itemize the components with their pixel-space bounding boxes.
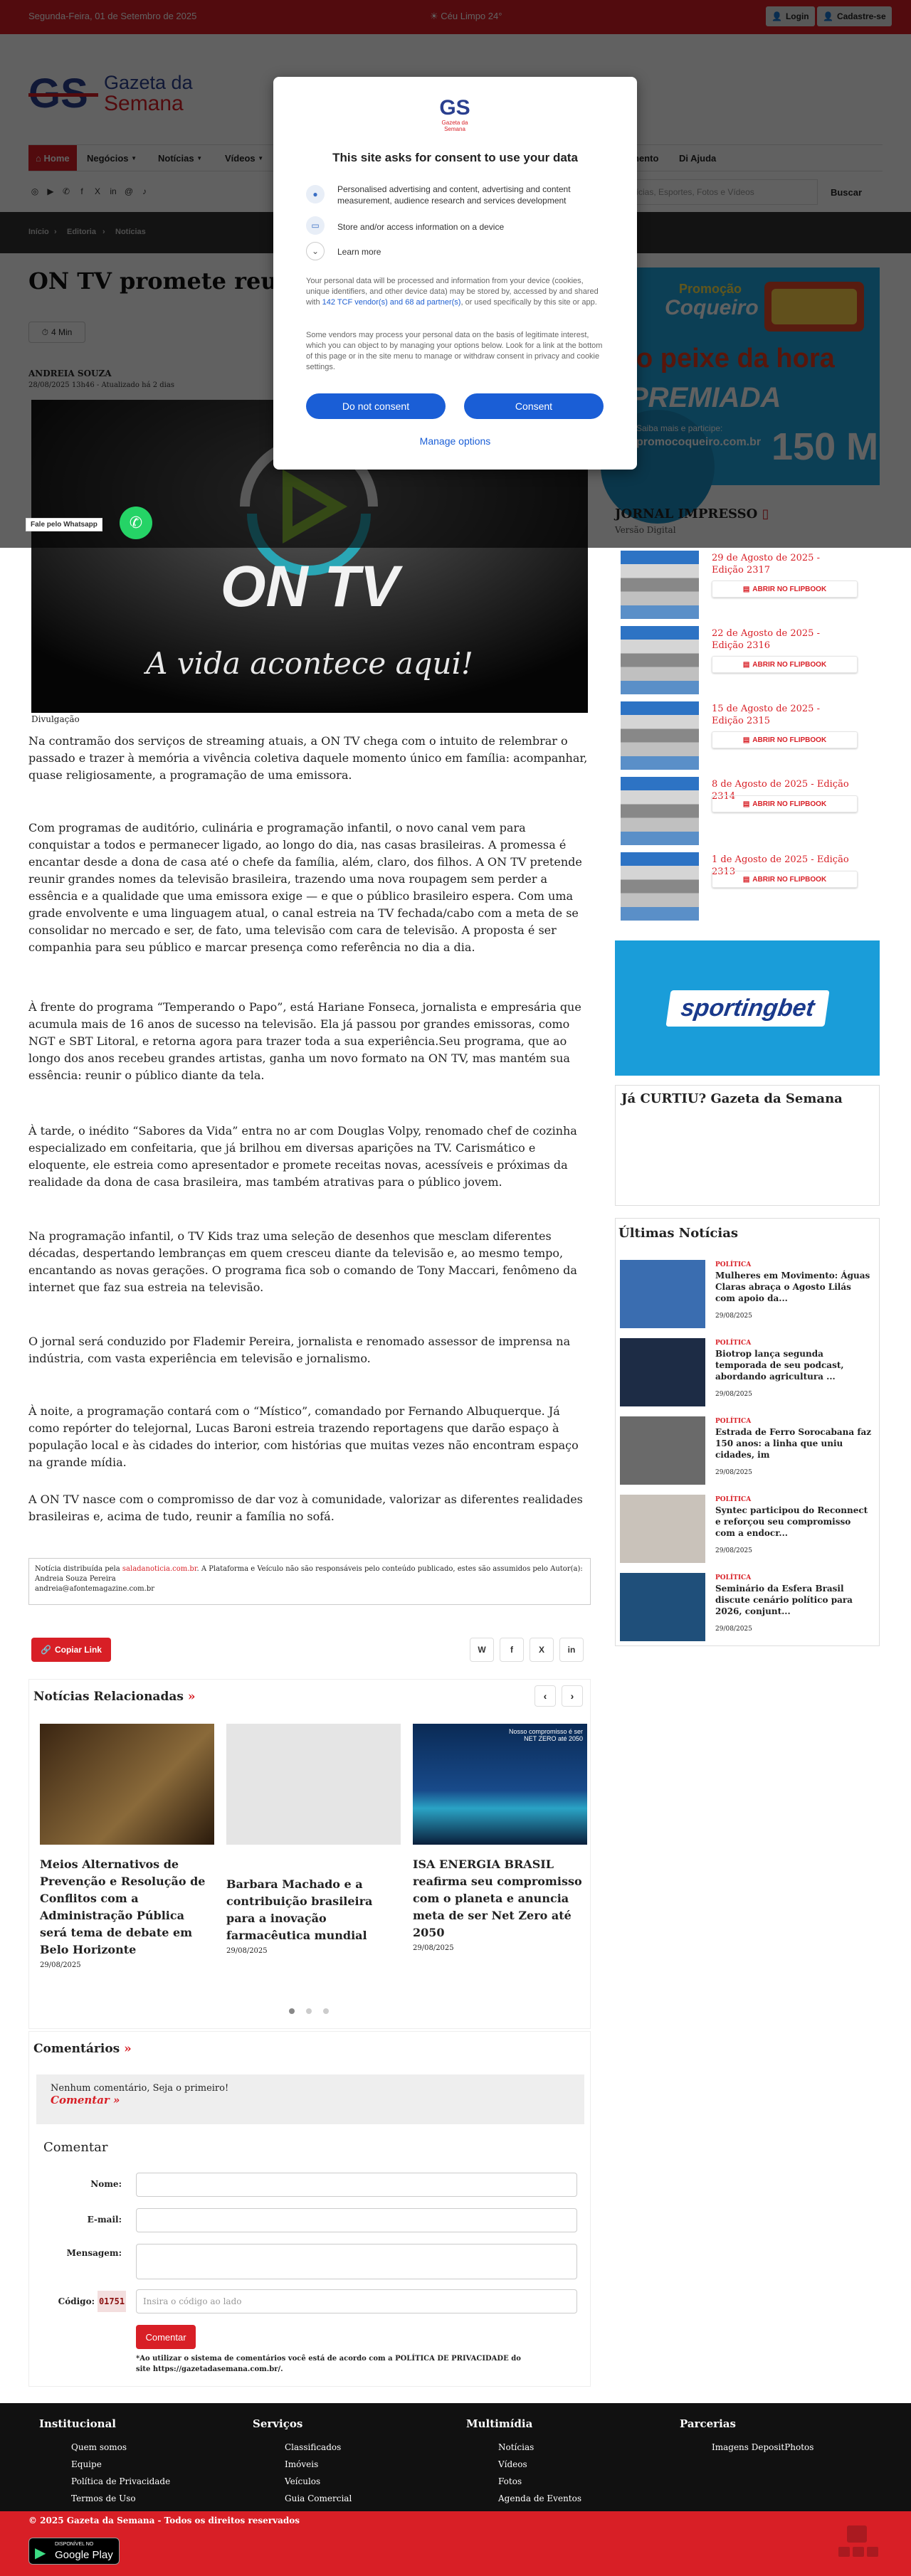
- consent-text-2: Some vendors may process your personal data on the basis of legitimate interest, which you can object to by managing your options below. Look for a link at the bottom of this page or in the site menu to manage or withdraw consent in privacy and cookie settings.: [306, 331, 603, 371]
- pdf-icon: ▤: [742, 736, 750, 744]
- note-suffix: . A Plataforma e Veículo não são responsáveis pelo conteúdo publicado, estes são assumidos pelo Autor(a):: [196, 1565, 583, 1573]
- article-paragraph: Na contramão dos serviços de streaming atuais, a ON TV chega com o intuito de relembrar o passado e trazer à memória a vivência coletiva daquele momento único em família: acompanhar, quase religiosamente, a programação de uma emissora.: [28, 734, 588, 782]
- edition-title: 15 de Agosto de 2025 - Edição 2315: [712, 704, 820, 726]
- consent-text-b: , or used specifically by this site or app.: [460, 298, 597, 307]
- comments-title-text: Comentários: [33, 2042, 120, 2056]
- footer-link[interactable]: Política de Privacidade: [71, 2476, 171, 2486]
- carousel-dot[interactable]: [323, 2008, 329, 2014]
- latest-news-category: POLÍTICA: [715, 1261, 752, 1268]
- article-paragraph: Com programas de auditório, culinária e programação infantil, o novo canal vem para conquistar a todos e permanecer ligado, ao longo do dia, nas casas brasileiras. A promessa é encantar desde a dona de casa até o chefe da família, além, claro, dos filhos. A ON TV pretende reunir grandes nomes da televisão brasileira, trazendo uma nova roupagem sem perder a essência e a qualidade que uma emissora exige — e que o público brasileiro espera. Com uma grade envolvente e uma linguagem atual, o canal estreia na TV fechada/cabo com a meta de se consolidar no mercado e ser, de fato, uma televisão com cara de televisão. A proposta é ser companhia para seu público e marcar presença como referência no dia a dia.: [28, 821, 582, 954]
- latest-news-image: [620, 1416, 705, 1485]
- related-news: [28, 1679, 591, 2029]
- footer-link[interactable]: Imóveis: [285, 2459, 319, 2469]
- copyright: © 2025 Gazeta da Semana - Todos os direitos reservados: [28, 2516, 300, 2525]
- print-edition-widget: [615, 498, 880, 946]
- footer-link[interactable]: Vídeos: [498, 2459, 527, 2469]
- footer-links: [498, 2439, 581, 2507]
- footer-link[interactable]: Agenda de Eventos: [498, 2493, 581, 2503]
- latest-news-date: 29/08/2025: [715, 1547, 752, 1554]
- consent-title: This site asks for consent to use your data: [332, 151, 578, 164]
- related-card-date: 29/08/2025: [40, 1961, 81, 1969]
- latest-news-item[interactable]: [620, 1260, 876, 1331]
- edition-item[interactable]: [621, 852, 877, 923]
- footer-links: [712, 2439, 813, 2456]
- edition-item[interactable]: [621, 777, 877, 848]
- latest-news-item[interactable]: [620, 1573, 876, 1644]
- footer-link[interactable]: Classificados: [285, 2442, 342, 2452]
- edition-thumbnail: [621, 551, 699, 619]
- message-label: Mensagem:: [66, 2248, 122, 2258]
- google-play-small: DISPONÍVEL NO: [55, 2542, 94, 2547]
- cookie-icon[interactable]: [853, 2547, 864, 2557]
- latest-news-item[interactable]: [620, 1495, 876, 1566]
- latest-news-title: Biotrop lança segunda temporada de seu podcast, abordando agricultura ...: [715, 1349, 844, 1382]
- note-link[interactable]: saladanoticia.com.br: [122, 1565, 197, 1573]
- double-chevron-icon: »: [187, 1690, 196, 1704]
- flipbook-button[interactable]: [712, 871, 858, 888]
- latest-news-category: POLÍTICA: [715, 1496, 752, 1503]
- learn-more-link[interactable]: Learn more: [337, 247, 381, 257]
- carousel-dot[interactable]: [289, 2008, 295, 2014]
- carousel-dot[interactable]: [306, 2008, 312, 2014]
- latest-news-date: 29/08/2025: [715, 1313, 752, 1320]
- note-author: Andreia Souza Pereira: [35, 1575, 116, 1583]
- article-paragraph: À frente do programa “Temperando o Papo”, está Hariane Fonseca, jornalista e empresária que acumula mais de 16 anos de sucesso na televisão. Ela já passou por grandes emissoras, como NGT e SBT Litoral, e retorna agora para trazer toda a sua experiência.Seu programa, que ao longo dos anos recebeu grandes artistas, ganha um novo formato na ON TV, mas mantém sua essência: reunir o público diante da tela.: [28, 1000, 581, 1082]
- consent-button[interactable]: Consent: [464, 393, 604, 419]
- edition-title: 1 de Agosto de 2025 - Edição 2313: [712, 854, 849, 877]
- article-paragraph: À tarde, o inédito “Sabores da Vida” entra no ar com Douglas Volpy, renomado chef de cozinha especializado em confeitaria, que já brilhou em diversas aparições na TV. Carismático e eloquente, ele estreia como apresentador e promete receitas novas, acessíveis e próximas da realidade da dona de casa brasileira, mas também atrativas para o público jovem.: [28, 1124, 577, 1189]
- latest-news-image: [620, 1495, 705, 1563]
- flipbook-label: ABRIR NO FLIPBOOK: [752, 736, 827, 744]
- edition-thumbnail: [621, 777, 699, 845]
- edition-item[interactable]: [621, 551, 877, 622]
- note-email: andreia@afontemagazine.com.br: [35, 1585, 154, 1593]
- pdf-icon: ▤: [742, 660, 750, 669]
- code-label: Código:: [58, 2296, 95, 2306]
- pdf-icon: ▤: [742, 585, 750, 593]
- vendors-link[interactable]: 142 TCF vendor(s) and 68 ad partner(s): [322, 298, 461, 307]
- latest-news-date: 29/08/2025: [715, 1391, 752, 1398]
- latest-news-image: [620, 1260, 705, 1328]
- do-not-consent-button[interactable]: Do not consent: [306, 393, 446, 419]
- chevron-down-icon[interactable]: ⌄: [306, 242, 325, 260]
- related-title: [33, 1690, 195, 1704]
- comment-cta-link[interactable]: Comentar »: [51, 2094, 120, 2106]
- manage-options-link[interactable]: Manage options: [419, 435, 491, 447]
- whatsapp-icon[interactable]: ✆: [120, 507, 152, 539]
- footer: [0, 2403, 911, 2511]
- google-play-big: Google Play: [55, 2549, 113, 2561]
- whatsapp-float[interactable]: [0, 504, 171, 541]
- related-card-title: ISA ENERGIA BRASIL reafirma seu compromisso com o planeta e anuncia meta de ser Net Zero até 2050: [413, 1857, 582, 1939]
- message-field[interactable]: [136, 2244, 577, 2279]
- flipbook-label: ABRIR NO FLIPBOOK: [752, 660, 827, 669]
- chat-icon[interactable]: [847, 2525, 867, 2543]
- whatsapp-label: Fale pelo Whatsapp: [26, 518, 102, 531]
- related-card[interactable]: [226, 1724, 401, 1955]
- footer-links: [285, 2439, 352, 2507]
- footer-col-title: Parcerias: [680, 2417, 736, 2430]
- google-play-icon: ▶: [35, 2545, 46, 2561]
- latest-news-image: [620, 1338, 705, 1406]
- latest-news-date: 29/08/2025: [715, 1469, 752, 1476]
- prev-arrow-button[interactable]: ‹: [535, 1685, 556, 1707]
- flipbook-label: ABRIR NO FLIPBOOK: [752, 875, 827, 884]
- consent-purpose: Store and/or access information on a device: [337, 222, 505, 232]
- consent-purpose: Personalised advertising and content, advertising and content measurement, audience research and services development: [337, 184, 571, 206]
- pdf-icon: ▤: [742, 875, 750, 884]
- related-title-text: Notícias Relacionadas: [33, 1690, 184, 1704]
- related-image: [413, 1724, 587, 1845]
- article-paragraph: A ON TV nasce com o compromisso de dar voz à comunidade, valorizar as diferentes realidades brasileiras e, acima de tudo, reunir a família no sofá.: [28, 1493, 583, 1523]
- double-chevron-icon: »: [124, 2042, 132, 2056]
- footer-link[interactable]: Fotos: [498, 2476, 522, 2486]
- article-paragraph: À noite, a programação contará com o “Místico”, comandado por Fernando Albuquerque. Já como repórter do telejornal, Lucas Baroni estreia trazendo reportagens que darão espaço à população local e às cidades do interior, com histórias que muitas vezes não encontram espaço na grande mídia.: [28, 1404, 579, 1469]
- note-prefix: Notícia distribuída pela: [35, 1565, 120, 1573]
- next-arrow-button[interactable]: ›: [562, 1685, 583, 1707]
- cookie-icons: [838, 2547, 878, 2557]
- share-x-button[interactable]: X: [530, 1638, 554, 1662]
- latest-news-image: [620, 1573, 705, 1641]
- distribution-note: [28, 1558, 591, 1605]
- related-card[interactable]: [413, 1724, 587, 1952]
- consent-text: [306, 276, 605, 308]
- hero-slogan: A vida acontece aqui!: [146, 646, 473, 681]
- latest-news-title: Syntec participou do Reconnect e reforçou seu compromisso com a endocr...: [715, 1505, 868, 1538]
- flipbook-label: ABRIR NO FLIPBOOK: [752, 800, 827, 808]
- footer-link[interactable]: Quem somos: [71, 2442, 127, 2452]
- no-comments-text: Nenhum comentário, Seja o primeiro!: [51, 2083, 229, 2094]
- consent-text-a: Your personal data will be processed and information from your device (cookies, unique identifiers, and other device data) may be stored by, accessed by and shared with: [306, 277, 599, 307]
- submit-comment-button[interactable]: Comentar: [136, 2325, 196, 2349]
- captcha-code: 01751: [98, 2291, 126, 2312]
- related-card-date: 29/08/2025: [226, 1947, 268, 1955]
- article-paragraph: O jornal será conduzido por Flademir Pereira, jornalista e renomado assessor de imprensa na indústria, com vasta experiência em televisão e jornalismo.: [28, 1335, 571, 1365]
- consent-logo-initials: GS: [439, 96, 470, 120]
- latest-news: [615, 1218, 880, 1646]
- pdf-icon: ▤: [742, 800, 750, 808]
- comment-form-title: Comentar: [43, 2140, 108, 2155]
- latest-news-title: Últimas Notícias: [618, 1226, 739, 1241]
- cookie-icon[interactable]: [838, 2547, 850, 2557]
- edition-thumbnail: [621, 852, 699, 921]
- flipbook-button[interactable]: [712, 581, 858, 598]
- share-whatsapp-button[interactable]: W: [470, 1638, 494, 1662]
- edition-thumbnail: [621, 701, 699, 770]
- related-card-title: Barbara Machado e a contribuição brasileira para a inovação farmacêutica mundial: [226, 1877, 373, 1942]
- edition-title: 8 de Agosto de 2025 - Edição 2314: [712, 779, 849, 802]
- bottom-bar: [0, 2511, 911, 2576]
- footer-link[interactable]: Equipe: [71, 2459, 102, 2469]
- edition-item[interactable]: [621, 701, 877, 773]
- name-label: Nome:: [90, 2179, 122, 2189]
- latest-news-title: Seminário da Esfera Brasil discute cenário político para 2026, conjunt...: [715, 1584, 853, 1616]
- edition-title: 29 de Agosto de 2025 - Edição 2317: [712, 553, 820, 576]
- latest-news-category: POLÍTICA: [715, 1574, 752, 1581]
- image-caption: Divulgação: [31, 714, 80, 724]
- article-paragraph: Na programação infantil, o TV Kids traz uma seleção de desenhos que mesclam diferentes décadas, despertando lembranças em quem cresceu diante da televisão e, ao mesmo tempo, encantando as novas gerações. O programa fica sob o comando de Tony Maccari, fenômeno da internet que faz sua estreia na televisão.: [28, 1229, 577, 1294]
- consent-dialog: [273, 77, 637, 470]
- consent-logo-sub: Gazeta da Semana: [441, 120, 468, 132]
- comments-section: [28, 2031, 591, 2387]
- consent-logo: [433, 97, 476, 132]
- google-play-badge[interactable]: [28, 2538, 120, 2565]
- code-field[interactable]: Insira o código ao lado: [136, 2289, 577, 2313]
- sportingbet-ad[interactable]: [615, 940, 880, 1076]
- footer-link[interactable]: Termos de Uso: [71, 2493, 136, 2503]
- footer-col-title: Institucional: [39, 2417, 116, 2430]
- edition-thumbnail: [621, 626, 699, 694]
- comments-disclaimer: *Ao utilizar o sistema de comentários você está de acordo com a POLÍTICA DE PRIVACIDADE do site https://gazetadasemana.com.br/.: [136, 2355, 521, 2373]
- flipbook-button[interactable]: [712, 731, 858, 748]
- footer-links: [71, 2439, 170, 2507]
- facebook-widget: [615, 1085, 880, 1206]
- related-image-banner: Nosso compromisso é ser NET ZERO até 2050: [508, 1728, 583, 1742]
- comments-title: [33, 2042, 132, 2056]
- related-card-date: 29/08/2025: [413, 1944, 454, 1952]
- copy-link-button[interactable]: [31, 1638, 111, 1662]
- facebook-widget-title: Já CURTIU? Gazeta da Semana: [621, 1091, 843, 1106]
- related-image: [226, 1724, 401, 1845]
- share-facebook-button[interactable]: f: [500, 1638, 524, 1662]
- email-field[interactable]: [136, 2208, 577, 2232]
- footer-col-title: Multimídia: [466, 2417, 533, 2430]
- link-icon: 🔗: [41, 1645, 51, 1655]
- hero-text: ON TV: [220, 554, 399, 619]
- flipbook-button[interactable]: [712, 656, 858, 673]
- footer-link[interactable]: Imagens DepositPhotos: [712, 2442, 814, 2452]
- latest-news-category: POLÍTICA: [715, 1340, 752, 1347]
- latest-news-item[interactable]: [620, 1338, 876, 1409]
- email-label: E-mail:: [87, 2215, 122, 2225]
- edition-title: 22 de Agosto de 2025 - Edição 2316: [712, 628, 820, 651]
- footer-link[interactable]: Veículos: [285, 2476, 321, 2486]
- latest-news-title: Mulheres em Movimento: Águas Claras abraça o Agosto Lilás com apoio da...: [715, 1271, 870, 1303]
- flipbook-label: ABRIR NO FLIPBOOK: [752, 585, 827, 593]
- name-field[interactable]: [136, 2173, 577, 2197]
- footer-col-title: Serviços: [253, 2417, 303, 2430]
- no-comments-box: [36, 2074, 584, 2124]
- person-icon: ●: [306, 185, 325, 203]
- footer-link[interactable]: Guia Comercial: [285, 2493, 352, 2503]
- related-card[interactable]: [40, 1724, 214, 1969]
- footer-link[interactable]: Notícias: [498, 2442, 535, 2452]
- latest-news-title: Estrada de Ferro Sorocabana faz 150 anos: a linha que uniu cidades, im: [715, 1427, 872, 1460]
- latest-news-item[interactable]: [620, 1416, 876, 1488]
- sportingbet-logo: sportingbet: [665, 990, 829, 1027]
- copy-link-label: Copiar Link: [54, 1645, 102, 1655]
- flipbook-button[interactable]: [712, 795, 858, 812]
- latest-news-date: 29/08/2025: [715, 1626, 752, 1633]
- edition-item[interactable]: [621, 626, 877, 697]
- share-linkedin-button[interactable]: in: [559, 1638, 584, 1662]
- related-image: [40, 1724, 214, 1845]
- latest-news-category: POLÍTICA: [715, 1418, 752, 1425]
- related-card-title: Meios Alternativos de Prevenção e Resolução de Conflitos com a Administração Pública será tema de debate em Belo Horizonte: [40, 1857, 206, 1956]
- device-icon: ▭: [306, 216, 325, 235]
- cookie-icon[interactable]: [867, 2547, 878, 2557]
